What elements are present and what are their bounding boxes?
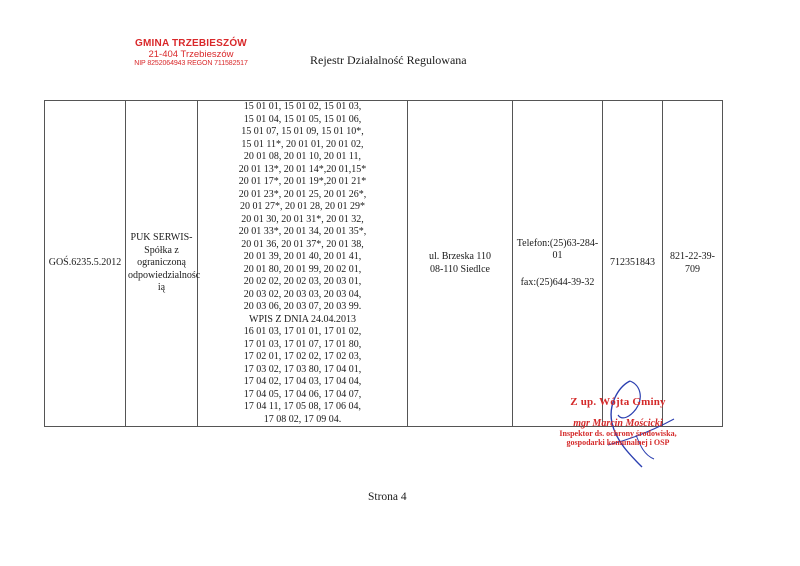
company-line: ią: [157, 282, 166, 294]
fax-line: fax:(25)644-39-32: [520, 276, 595, 288]
stamp-tax-ids: NIP 8252064943 REGON 711582517: [134, 60, 248, 68]
waste-code-line: 20 01 13*, 20 01 14*,20 01,15*: [238, 163, 367, 175]
signature-stamp: [548, 396, 688, 448]
page-number: Strona 4: [368, 491, 407, 503]
waste-code-line: 17 04 02, 17 04 03, 17 04 04,: [243, 376, 362, 387]
regon-cell: 712351843: [603, 101, 663, 427]
signature-position: Inspektor ds. ochrony środowiska,: [559, 429, 677, 439]
waste-code-line: 17 04 05, 17 04 06, 17 04 07,: [243, 388, 362, 400]
company-cell: [126, 101, 201, 427]
waste-code-line: 20 01 80, 20 01 99, 20 02 01,: [243, 263, 362, 275]
waste-code-line: 20 01 08, 20 01 10, 20 01 11,: [243, 151, 362, 162]
waste-code-line: 20 03 06, 20 03 07, 20 03 99.: [243, 301, 362, 312]
address-city: 08-110 Siedlce: [430, 263, 490, 275]
case-number-cell: GOŚ.6235.5.2012: [45, 101, 126, 427]
company-line: Spółka z: [144, 244, 179, 256]
waste-code-line: 15 01 11*, 20 01 01, 20 01 02,: [241, 138, 364, 150]
waste-code-line: 20 01 17*, 20 01 19*,20 01 21*: [238, 176, 367, 187]
waste-code-line: 17 02 01, 17 02 02, 17 02 03,: [243, 351, 362, 362]
entry-date-line: WPIS Z DNIA 24.04.2013: [249, 313, 356, 325]
signature-position-cont: gospodarki komunalnej i OSP: [566, 438, 670, 448]
signature-name: mgr Marcin Mościcki: [573, 417, 663, 429]
address-street: ul. Brzeska 110: [428, 251, 492, 262]
waste-code-line: 20 01 33*, 20 01 34, 20 01 35*,: [238, 226, 367, 237]
waste-code-line: 17 08 02, 17 09 04.: [263, 413, 342, 425]
company-line: odpowiedzialnośc: [128, 269, 201, 281]
signature-authority: Z up. Wójta Gminy: [570, 396, 666, 408]
waste-code-line: 15 01 07, 15 01 09, 15 01 10*,: [241, 126, 364, 137]
phone-line: 01: [552, 250, 563, 262]
waste-code-line: 20 01 23*, 20 01 25, 20 01 26*,: [238, 188, 367, 200]
company-line: ograniczoną: [137, 257, 186, 269]
waste-code-line: 15 01 04, 15 01 05, 15 01 06,: [243, 113, 362, 125]
waste-code-line: 20 01 30, 20 01 31*, 20 01 32,: [241, 213, 364, 225]
waste-code-line: 20 03 02, 20 03 03, 20 03 04,: [243, 288, 362, 300]
stamp-name: GMINA TRZEBIESZÓW: [135, 38, 247, 49]
nip-cell: 821-22-39-709: [663, 101, 723, 427]
waste-code-line: 17 03 02, 17 03 80, 17 04 01,: [243, 363, 362, 375]
stamp-address: 21-404 Trzebieszów: [148, 48, 234, 60]
waste-code-line: 16 01 03, 17 01 01, 17 01 02,: [243, 326, 362, 337]
waste-code-line: 15 01 01, 15 01 02, 15 01 03,: [243, 101, 362, 112]
waste-code-line: 20 02 02, 20 02 03, 20 03 01,: [243, 276, 362, 287]
phone-line: Telefon:(25)63-284-: [516, 237, 599, 249]
document-title: Rejestr Działalność Regulowana: [310, 53, 467, 67]
company-line: PUK SERWIS-: [130, 232, 193, 244]
municipality-stamp: [126, 38, 256, 68]
waste-codes-cell: [198, 101, 408, 427]
waste-code-line: 20 01 36, 20 01 37*, 20 01 38,: [241, 238, 364, 250]
waste-code-line: 17 04 11, 17 05 08, 17 06 04,: [243, 401, 362, 412]
waste-code-line: 20 01 27*, 20 01 28, 20 01 29*: [240, 201, 365, 212]
waste-code-line: 20 01 39, 20 01 40, 20 01 41,: [243, 251, 362, 262]
address-cell: [408, 101, 513, 427]
waste-code-line: 17 01 03, 17 01 07, 17 01 80,: [243, 338, 362, 350]
